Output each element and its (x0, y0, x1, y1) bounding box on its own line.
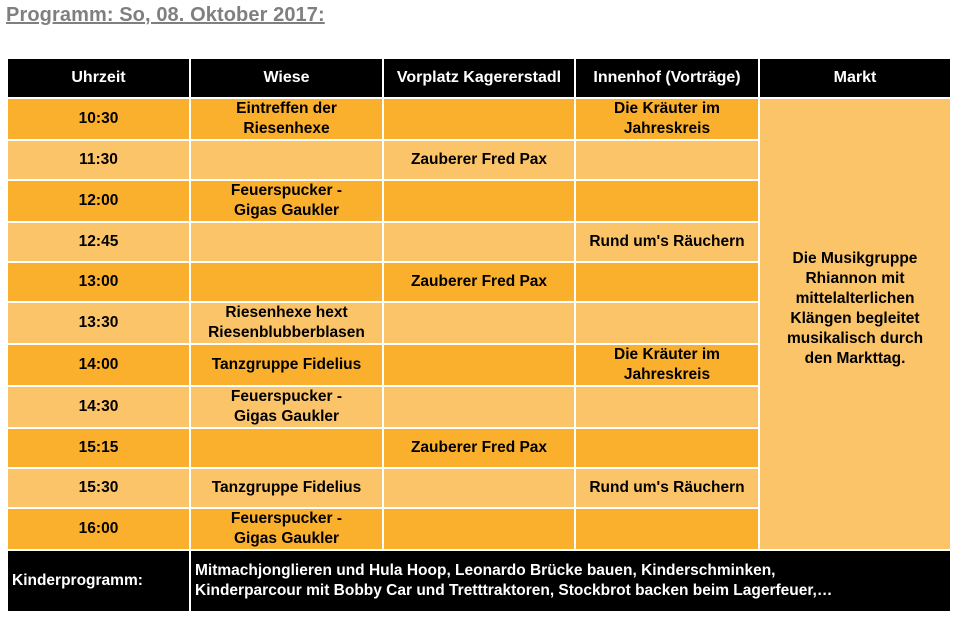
header-wiese: Wiese (190, 58, 383, 98)
wiese-cell-line: Gigas Gaukler (233, 202, 340, 219)
kids-line: Kinderparcour mit Bobby Car und Tretttraktoren, Stockbrot backen beim Lagerfeuer,… (195, 582, 833, 599)
time-cell: 14:30 (7, 386, 190, 428)
time-cell: 14:00 (7, 344, 190, 386)
innenhof-cell (575, 98, 759, 140)
table-row (7, 98, 951, 140)
wiese-cell (190, 222, 383, 262)
vorplatz-cell: Zauberer Fred Pax (383, 140, 575, 180)
vorplatz-cell: Zauberer Fred Pax (383, 428, 575, 468)
kids-label: Kinderprogramm: (7, 550, 190, 612)
time-cell: 13:30 (7, 302, 190, 344)
wiese-cell (190, 468, 383, 508)
wiese-cell (190, 98, 383, 140)
innenhof-cell-line: Die Kräuter im (614, 100, 720, 117)
kids-row (7, 550, 951, 612)
innenhof-cell-line: Jahreskreis (623, 366, 711, 383)
header-innenhof: Innenhof (Vorträge) (575, 58, 759, 98)
time-cell: 15:30 (7, 468, 190, 508)
kids-line: Mitmachjonglieren und Hula Hoop, Leonardo Brücke bauen, Kinderschminken, (195, 562, 776, 579)
kids-text (190, 550, 951, 612)
wiese-cell-line: Gigas Gaukler (233, 530, 340, 547)
vorplatz-cell (383, 508, 575, 550)
innenhof-cell (575, 428, 759, 468)
vorplatz-cell (383, 344, 575, 386)
wiese-cell-line: Tanzgruppe Fidelius (211, 356, 362, 373)
time-cell: 11:30 (7, 140, 190, 180)
header-time: Uhrzeit (7, 58, 190, 98)
innenhof-cell-line: Rund um's Räuchern (589, 479, 745, 496)
time-cell: 12:00 (7, 180, 190, 222)
header-row (7, 58, 951, 98)
wiese-cell-line: Riesenhexe (243, 120, 330, 137)
time-cell: 16:00 (7, 508, 190, 550)
wiese-cell (190, 140, 383, 180)
wiese-cell (190, 428, 383, 468)
vorplatz-cell (383, 222, 575, 262)
vorplatz-cell (383, 98, 575, 140)
page-title: Programm: So, 08. Oktober 2017: (6, 4, 325, 26)
program-table (6, 57, 952, 613)
wiese-cell (190, 508, 383, 550)
wiese-cell-line: Feuerspucker - (230, 510, 343, 527)
market-line: Klängen begleitet (790, 310, 920, 327)
innenhof-cell-line: Rund um's Räuchern (589, 233, 745, 250)
market-line: mittelalterlichen (795, 290, 915, 307)
wiese-cell-line: Feuerspucker - (230, 388, 343, 405)
vorplatz-cell (383, 386, 575, 428)
innenhof-cell-line: Jahreskreis (623, 120, 711, 137)
vorplatz-cell: Zauberer Fred Pax (383, 262, 575, 302)
wiese-cell-line: Riesenhexe hext (225, 304, 348, 321)
innenhof-cell (575, 344, 759, 386)
innenhof-cell (575, 468, 759, 508)
market-line: Die Musikgruppe (792, 250, 918, 267)
wiese-cell (190, 180, 383, 222)
header-vorplatz: Vorplatz Kagererstadl (383, 58, 575, 98)
market-text (760, 249, 950, 369)
innenhof-cell (575, 262, 759, 302)
wiese-cell (190, 262, 383, 302)
wiese-cell-line: Tanzgruppe Fidelius (211, 479, 362, 496)
time-cell: 13:00 (7, 262, 190, 302)
wiese-cell (190, 302, 383, 344)
innenhof-cell (575, 222, 759, 262)
wiese-cell-line: Feuerspucker - (230, 182, 343, 199)
vorplatz-cell (383, 180, 575, 222)
vorplatz-cell (383, 468, 575, 508)
time-cell: 15:15 (7, 428, 190, 468)
wiese-cell-line: Gigas Gaukler (233, 408, 340, 425)
innenhof-cell-line: Die Kräuter im (614, 346, 720, 363)
wiese-cell-line: Riesenblubberblasen (208, 324, 365, 341)
wiese-cell-line: Eintreffen der (236, 100, 337, 117)
market-line: Rhiannon mit (805, 270, 905, 287)
innenhof-cell (575, 508, 759, 550)
market-cell (759, 98, 951, 550)
time-cell: 12:45 (7, 222, 190, 262)
innenhof-cell (575, 386, 759, 428)
innenhof-cell (575, 302, 759, 344)
market-line: musikalisch durch (786, 330, 924, 347)
time-cell: 10:30 (7, 98, 190, 140)
vorplatz-cell (383, 302, 575, 344)
wiese-cell (190, 344, 383, 386)
innenhof-cell (575, 140, 759, 180)
innenhof-cell (575, 180, 759, 222)
market-line: den Markttag. (804, 350, 906, 367)
header-markt: Markt (759, 58, 951, 98)
wiese-cell (190, 386, 383, 428)
